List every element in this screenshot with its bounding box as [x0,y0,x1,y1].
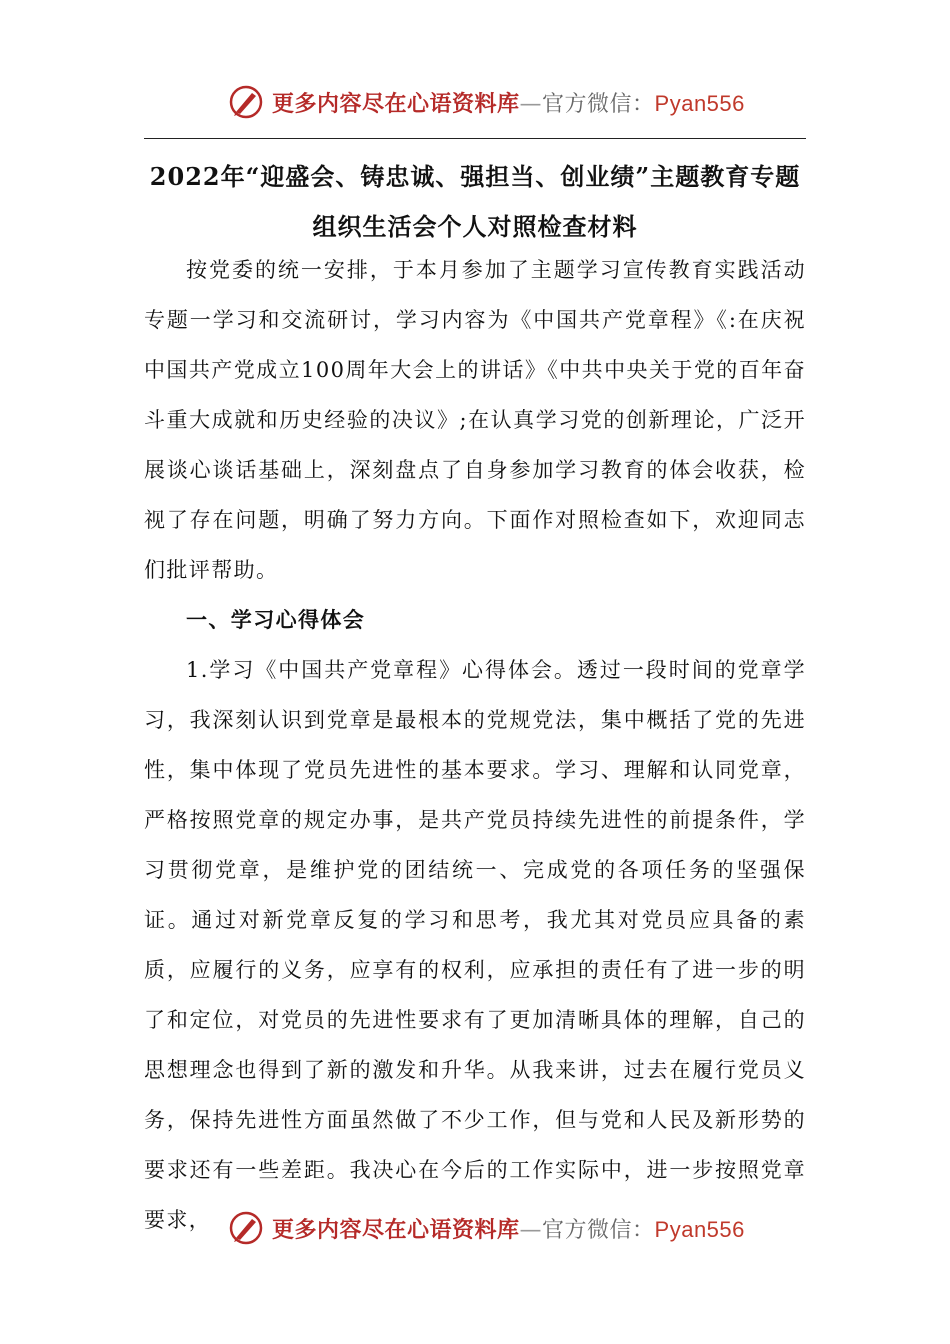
banner-handle: Pyan556 [654,1216,745,1242]
banner-dash: — [519,91,543,117]
header-rule [144,138,806,139]
section-paragraph: 1.学习《中国共产党章程》心得体会。透过一段时间的党章学习，我深刻认识到党章是最根本的党规党法，集中概括了党的先进性，集中体现了党员先进性的基本要求。学习、理解和认同党章，严格按照党章的规定办事，是共产党员持续先进性的前提条件，学习贯彻党章，是维护党的团结统一、完成党的各项任务的坚强保证。通过对新党章反复的学习和思考，我尤其对党员应具备的素质，应履行的义务，应享有的权利，应承担的责任有了进一步的明了和定位，对党员的先进性要求有了更加清晰具体的理解，自己的思想理念也得到了新的激发和升华。从我来讲，过去在履行党员义务，保持先进性方面虽然做了不少工作，但与党和人民及新形势的要求还有一些差距。我决心在今后的工作实际中，进一步按照党章要求， [144,658,806,1232]
banner-brand: 更多内容尽在心语资料库 [272,1217,520,1243]
footer-banner-text [272,1213,745,1244]
banner-wechat-label: 官方微信： [542,91,655,117]
pen-logo-icon [228,84,264,120]
footer-banner [228,1208,748,1248]
pen-logo-icon [228,1210,264,1246]
section-heading: 一、学习心得体会 [186,607,366,632]
document-body [144,245,806,1245]
document-title: 2022年“迎盛会、铸忠诚、强担当、创业绩”主题教育专题组织生活会个人对照检查材料 [149,162,801,241]
banner-wechat-label: 官方微信： [542,1217,655,1243]
banner-handle: Pyan556 [654,90,745,116]
banner-dash: — [519,1217,543,1243]
banner-brand: 更多内容尽在心语资料库 [272,91,520,117]
intro-paragraph: 按党委的统一安排，于本月参加了主题学习宣传教育实践活动专题一学习和交流研讨，学习内容为《中国共产党章程》《:在庆祝中国共产党成立100周年大会上的讲话》《中共中央关于党的百年奋斗重大成就和历史经验的决议》;在认真学习党的创新理论，广泛开展谈心谈话基础上，深刻盘点了自身参加学习教育的体会收获，检视了存在问题，明确了努力方向。下面作对照检查如下，欢迎同志们批评帮助。 [144,258,806,582]
header-banner [228,82,748,122]
header-banner-text [272,87,745,118]
